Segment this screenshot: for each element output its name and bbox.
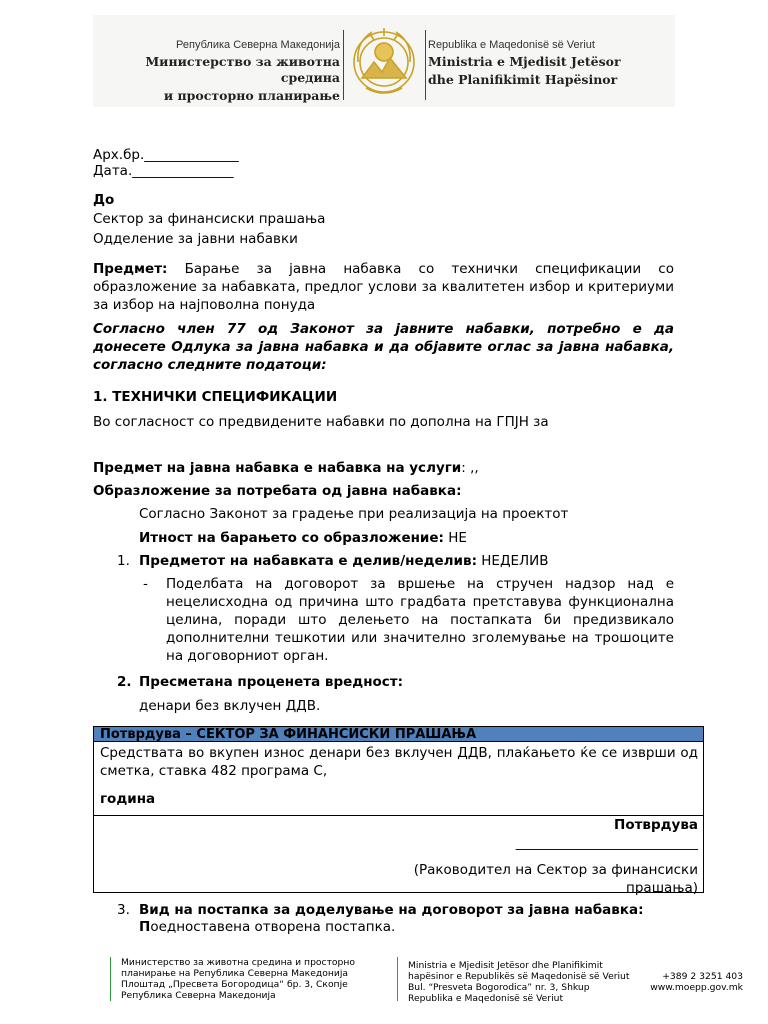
footer-left-line: Плоштад „Пресвета Богородица“ бр. 3, Скопје (121, 979, 348, 990)
footer-contact (640, 971, 743, 993)
item-value-text: денари без вклучен ДДВ. (139, 698, 321, 714)
footer-accent-left (110, 957, 111, 1001)
letterhead-right-ministry-2: dhe Planifikimit Hapësinor (428, 72, 618, 87)
footer-right-line: Republika e Maqedonisë së Veriut (408, 993, 564, 1004)
subject-text: Барање за јавна набавка со технички спецификации со образложение за набавката, предлог услови за квалитетен избор и критериуми за избор на најповолна понуда (93, 261, 674, 313)
date-field: Дата._______________ (93, 163, 234, 179)
urgency-label: Итност на барањето со образложение: (139, 530, 444, 546)
confirmation-box-separator (94, 815, 703, 816)
procurement-subject-value: : ,, (461, 460, 479, 476)
confirmation-signer: (Раководител на Сектор за финансиски прашања) (413, 862, 698, 896)
coat-of-arms-icon (348, 22, 420, 102)
footer-right-line: Ministria e Mjedisit Jetësor dhe Planifikimit (408, 960, 603, 971)
footer-right-line: Bul. “Presveta Bogorodica” nr. 3, Shkup (408, 982, 590, 993)
item-divisible-value: НЕДЕЛИВ (476, 553, 549, 569)
footer-phone: +389 2 3251 403 (662, 971, 743, 982)
confirmation-box-header: Потврдува – СЕКТОР ЗА ФИНАНСИСКИ ПРАШАЊА (94, 727, 703, 742)
urgency-value: НЕ (443, 530, 467, 546)
subject-label: Предмет: (93, 261, 168, 277)
item-divisible-label: Предметот на набавката е делив/неделив: (139, 553, 477, 569)
letterhead-left-ministry-2: и просторно планирање (163, 88, 340, 103)
letterhead-right-country: Republika e Maqedonisë së Veriut (428, 39, 595, 51)
justification-text: Согласно Законот за градење при реализација на проектот (139, 506, 569, 522)
item-procedure-label: Вид на постапка за доделување на договорот за јавна набавка: (139, 902, 644, 918)
item-number: 2. (117, 674, 132, 690)
footer-left-line: планирање на Република Северна Македонија (121, 968, 348, 979)
procedure-type-text: оедноставена отворена постапка. (150, 919, 396, 935)
recipient-department: Одделение за јавни набавки (93, 231, 298, 247)
procurement-subject (93, 459, 479, 477)
letterhead-divider-right (425, 30, 426, 100)
section-title: 1. ТЕХНИЧКИ СПЕЦИФИКАЦИИ (93, 389, 338, 405)
bullet-text: Поделбата на договорот за вршење на стручен надзор над е нецелисходна од причина што градбата претставува функционална целина, поради што делењето на постапката би предизвикало дополнителни тешкотии или значително зголемување на трошоците на договорниот орган. (166, 576, 674, 664)
footer-right-line: hapësinor e Republikës së Maqedonisë së Veriut (408, 971, 630, 982)
section-intro-text: Во согласност со предвидените набавки по дополна на ГПЈН за (93, 414, 549, 430)
confirmation-box-year: година (100, 791, 156, 807)
procedure-type-initial: П (139, 919, 151, 935)
footer-right (408, 960, 630, 1004)
item-value-label: Пресметана проценета вредност: (139, 674, 404, 690)
recipient-label: До (93, 192, 115, 208)
intro-paragraph: Согласно член 77 од Законот за јавните набавки, потребно е да донесете Одлука за јавна набавка и да објавите оглас за јавна набавка, согласно следните податоци: (93, 321, 674, 373)
footer-left-line: Министерство за животна средина и просторно (121, 957, 356, 968)
confirmation-box-text: Средствата во вкупен износ денари без вклучен ДДВ, плаќањето ќе се изврши од сметка, ставка 482 програма С, (100, 745, 698, 779)
footer-website-link[interactable]: www.moepp.gov.mk (650, 982, 743, 993)
confirmation-signature-line: ___________________________ (515, 835, 698, 851)
recipient-sector: Сектор за финансиски прашања (93, 211, 326, 227)
footer-left (121, 957, 355, 1001)
letterhead-divider-left (343, 30, 344, 100)
procurement-subject-label: Предмет на јавна набавка е набавка на услуги (93, 460, 462, 476)
bullet-marker: - (143, 576, 148, 592)
item-number: 3. (117, 902, 130, 918)
subject-paragraph (93, 260, 674, 314)
letterhead-left (100, 38, 340, 104)
justification-label: Образложение за потребата од јавна набавка: (93, 483, 462, 499)
archive-number: Арх.бр.______________ (93, 147, 239, 163)
footer-left-line: Република Северна Македонија (121, 990, 276, 1001)
letterhead-left-ministry-1: Министерство за животна средина (145, 54, 340, 85)
letterhead-left-country: Република Северна Македонија (176, 39, 340, 51)
item-number: 1. (117, 553, 130, 569)
letterhead-right (428, 38, 688, 88)
confirmation-signature-label: Потврдува (614, 817, 698, 833)
letterhead-right-ministry-1: Ministria e Mjedisit Jetësor (428, 54, 621, 69)
urgency (139, 529, 467, 547)
footer-accent-right (397, 957, 398, 1001)
procedure-type (139, 918, 395, 936)
item-divisible (139, 552, 549, 570)
